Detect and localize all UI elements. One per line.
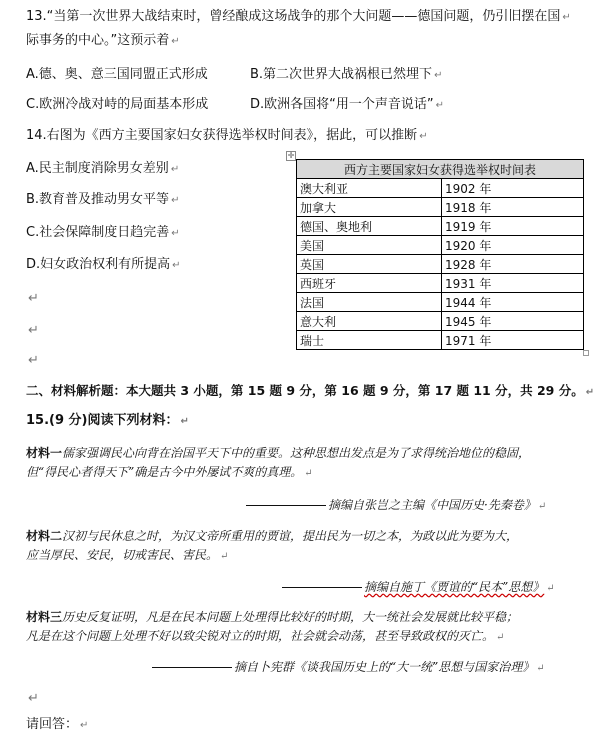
material-1-label: 材料一 [26,446,63,460]
material-2-line1: 材料二汉初与民休息之时，为汉文帝所重用的贾谊，提出民为一切之本，为政以此为要为大， [26,529,519,543]
table-move-handle-icon[interactable]: ✛ [287,151,295,160]
year-cell: 1920 年 [442,236,584,255]
year-cell: 1945 年 [442,312,584,331]
year-cell: 1918 年 [442,198,584,217]
q13-option-b: B.第二次世界大战祸根已然埋下 ↵ [250,67,443,82]
q14-option-a: A.民主制度消除男女差别 ↵ [26,161,180,176]
year-cell: 1902 年 [442,179,584,198]
country-cell: 加拿大 [297,198,442,217]
suffrage-table-row [297,293,584,312]
material-3-line1: 材料三历史反复证明，凡是在民本问题上处理得比较好的时期，大一统社会发展就比较平稳； [26,610,519,624]
year-cell: 1931 年 [442,274,584,293]
suffrage-table-row [297,198,584,217]
material-3-label: 材料三 [26,610,63,624]
country-cell: 法国 [297,293,442,312]
country-cell: 美国 [297,236,442,255]
suffrage-table-row [297,179,584,198]
paragraph-mark: ↵ [28,691,39,706]
suffrage-table-title: 西方主要国家妇女获得选举权时间表 [297,160,584,179]
paragraph-mark: ↵ [28,291,39,306]
country-cell: 意大利 [297,312,442,331]
year-cell: 1928 年 [442,255,584,274]
q14-stem: 14.右图为《西方主要国家妇女获得选举权时间表》，据此，可以推断 ↵ [26,128,428,143]
country-cell: 澳大利亚 [297,179,442,198]
section-two-heading: 二、材料解析题：本大题共 3 小题，第 15 题 9 分，第 16 题 9 分，第 17 题 11 分，共 29 分。 ↵ [26,383,594,398]
material-1-line2: 但“得民心者得天下”确是古今中外屡试不爽的真理。 ↵ [26,465,313,479]
suffrage-table-row [297,255,584,274]
q13-option-c: C.欧洲冷战对峙的局面基本形成 [26,97,209,112]
q14-option-b: B.教育普及推动男女平等 ↵ [26,192,180,207]
country-cell: 西班牙 [297,274,442,293]
suffrage-table [296,159,584,350]
q13-stem-line2: 际事务的中心。”这预示着 ↵ [26,33,180,48]
country-cell: 瑞士 [297,331,442,350]
material-3-source: 摘自卜宪群《谈我国历史上的“大一统”思想与国家治理》 ↵ [152,658,545,675]
q13-stem-line1: 13.“当第一次世界大战结束时，曾经酿成这场战争的那个大问题——德国问题，仍引旧摆在国 ↵ [26,9,571,24]
paragraph-mark: ↵ [28,323,39,338]
q13-option-a: A.德、奥、意三国同盟正式形成 [26,67,208,82]
table-resize-handle[interactable] [583,350,589,356]
suffrage-table-row [297,217,584,236]
year-cell: 1944 年 [442,293,584,312]
year-cell: 1971 年 [442,331,584,350]
paragraph-mark: ↵ [28,353,39,368]
suffrage-table-row [297,312,584,331]
material-1-line1: 材料一儒家强调民心向背在治国平天下中的重要。这种思想出发点是为了求得统治地位的稳固， [26,446,531,460]
material-2-label: 材料二 [26,529,63,543]
suffrage-table-row [297,236,584,255]
material-3-line2: 凡是在这个问题上处理不好以致尖锐对立的时期，社会就会动荡，甚至导致政权的灭亡。 ↵ [26,629,505,643]
q13-option-d: D.欧洲各国将“用一个声音说话” ↵ [250,97,445,112]
q14-option-d: D.妇女政治权利有所提高 ↵ [26,257,181,272]
year-cell: 1919 年 [442,217,584,236]
material-2-line2: 应当厚民、安民，切戒害民、害民。 ↵ [26,548,229,562]
suffrage-table-row [297,274,584,293]
material-1-source: 摘编自张岂之主编《中国历史·先秦卷》 ↵ [246,496,546,513]
q14-option-c: C.社会保障制度日趋完善 ↵ [26,225,180,240]
suffrage-table-row [297,331,584,350]
material-2-source: 摘编自施丁《贾谊的“民本”思想》 ↵ [282,578,555,595]
country-cell: 德国、奥地利 [297,217,442,236]
country-cell: 英国 [297,255,442,274]
q15-heading: 15.(9 分)阅读下列材料： ↵ [26,413,189,428]
answer-prompt: 请回答： ↵ [26,717,89,732]
